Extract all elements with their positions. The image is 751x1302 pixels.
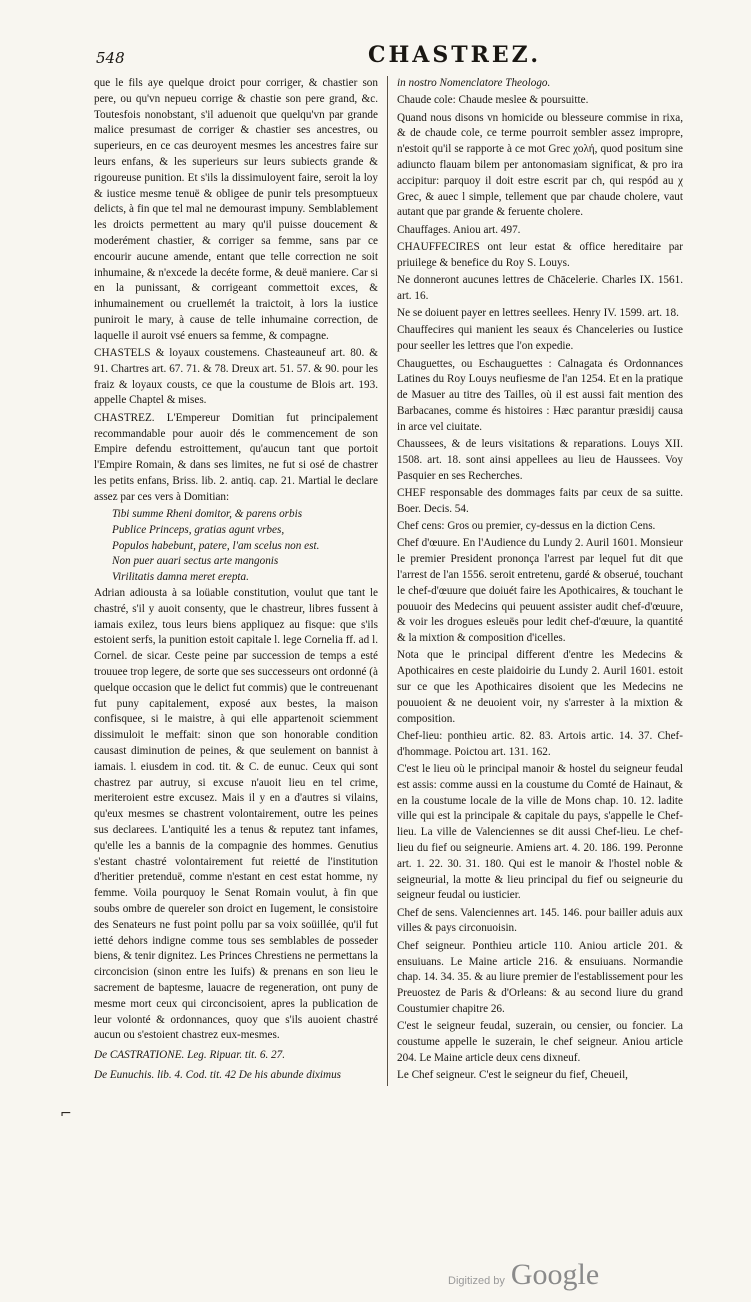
- paragraph: que le fils aye quelque droict pour corriger, & chastier son pere, ou qu'vn nepueu corrige & chastie son pere grand, &c. Toutesfois nonobstant, s'il aduenoit que quelqu'vn par grande malice presumast de corriger & chastier ses ancestres, ou superieurs, en ce cas deuroyent mesmes les ancestres faire sur leurs enfans, & les superieurs sur leurs subiects grande & rigoureuse punition. Et s'ils la dissimuloyent faire, seroit la loy & iustice mesme tenuë & obligee de punir tels presomptueux delicts, à fin que tel mal ne demourast impuny. Semblablement les droicts permettent au mary qu'il puisse doucement & moderément chastier, & corriger sa femme, sans par ce encourir aucune amende, entant que telle correction ne soit inhumaine, & n'excede la decéte forme, & deuë maniere. Car si en la punissant, & corrigeant commettoit exces, & inhumainement ou cruellemét la traictoit, à lors la iustice puniroit le mary, à cause de telle inhumaine correction, de laquelle il auroit vsé enuers sa femme, & compagne.: [94, 77, 378, 342]
- verse-line: Virilitatis damna meret erepta.: [112, 571, 249, 584]
- paragraph: Chef-lieu: ponthieu artic. 82. 83. Artois artic. 14. 37. Chef-d'hommage. Poictou art. 131. 162.: [397, 729, 683, 758]
- running-title: CHASTREZ.: [368, 42, 542, 68]
- left-column: [94, 76, 378, 1085]
- paragraph: Le Chef seigneur. C'est le seigneur du fief, Cheueil,: [397, 1069, 628, 1082]
- watermark-prefix: Digitized by: [448, 1275, 505, 1287]
- paragraph: CHASTELS & loyaux coustemens. Chasteauneuf art. 80. & 91. Chartres art. 67. 71. & 78. Dreux art. 51. 57. & 90. pour les fraiz & loyaux cousts, ce que la coustume de Blois art. 193. appelle Chaptel & mises.: [94, 347, 378, 407]
- verse-line: Non puer auari sectus arte mangonis: [112, 555, 279, 568]
- verse-line: Publice Princeps, gratias agunt vrbes,: [112, 523, 285, 536]
- paragraph: Chef cens: Gros ou premier, cy-dessus en la diction Cens.: [397, 520, 656, 533]
- paragraph: Adrian adiousta à sa loüable constitution, voulut que tant le chastré, s'il y auoit consenty, que le chastreur, libres fussent à iamais exilez, tous leurs biens appliquez au fisque: que s'ils estoient serfs, la punition estoit capitale l. lege Cornelia ff. ad l. Cornel. de sicar. Ceste peine par succession de temps a esté trouuee trop legere, de sorte que ses successeurs ont ordonné (à quelque occasion que le delict fut commis) que le contreuenant fut puny capitalement, exposé aux bestes, la maison confisquee, si le maistre, à qui elle appartenoit sciemment dissimuloit le meffait: sinon que son honorable condition causast diminution de peines, & que seulement on bannist à iamais. l. eiusdem in cod. tit. & C. de eunuc. Ceux qui sont chastrez par autruy, si excuse n'auoit lieu en tel crime, meriteroient estre excusez. Mais il y en a d'autres si vilains, qu'eux mesmes se chastrent volontairement, outre les peines sus declarees. L'antiquité les a tenus & reputez tant infames, qu'elle les a bannis de la compagnie des hommes. Genutius s'estant chastré volontairement fut reietté de l'institution d'heritier pretenduë, comme n'estant en cest estat homme, ny femme. Voila pourquoy le Senat Romain voulut, à fin que soubs ombre de quereler son droict en Iugement, le consistoire des Senateurs ne fust point pollu par sa voix soüillée, qu'il fut ietté dehors indigne comme tous ses semblables de posseder biens, & tenir dignitez. Les Princes Chrestiens ne permettans la circoncision (sinon entre les Iuifs) & prenans en son lieu le sacrement de baptesme, lauacre de regeneration, ont puny de mesme mort ceux qui circoncisoient, apres la publication de leur volonté & ordonnances, quoy que s'ils auoient chastré aucun ou s'estoient chastrez eux-mesmes.: [94, 587, 378, 1042]
- paragraph: Ne donneront aucunes lettres de Chācelerie. Charles IX. 1561. art. 16.: [397, 274, 683, 302]
- paragraph: Quand nous disons vn homicide ou blesseure commise in rixa, & de chaude cole, ce terme pourroit sembler assez impropre, n'estoit qu'il se rapporte à ce mot Grec χολή, quod positum sine adiuncto flauam bilem per antonomasiam significat, & pro ira accipitur: parquoy il doit estre escrit par ch, qui respód au χ Grec, & auec l simple, tellement que par chaude cholere, vaut autant que par grande & feruente cholere.: [397, 111, 683, 219]
- column-divider: [387, 76, 388, 1086]
- paragraph: Chauffecires qui manient les seaux és Chanceleries ou Iustice pour seeller les lettres que l'on expedie.: [397, 324, 683, 353]
- paragraph: in nostro Nomenclatore Theologo.: [397, 77, 551, 89]
- paragraph: Chef de sens. Valenciennes art. 145. 146. pour bailler aduis aux villes & pays circonuoisin.: [397, 906, 683, 935]
- paragraph: CHEF responsable des dommages faits par ceux de sa suitte. Boer. Decis. 54.: [397, 486, 683, 515]
- citation-note: De CASTRATIONE. Leg. Ripuar. tit. 6. 27.: [94, 1049, 286, 1062]
- paragraph: Ne se doiuent payer en lettres seellees. Henry IV. 1599. art. 18.: [397, 307, 679, 320]
- digitized-watermark: [448, 1258, 599, 1292]
- google-logo: Google: [510, 1258, 600, 1291]
- paragraph: Nota que le principal different d'entre les Medecins & Apothicaires en ceste plaidoirie du Lundy 2. Auril 1601. estoit sur ce que les Apothicaires disoient que les Medecins ne pouuoient & ne deuoient voir, ny s'arrester à la mixtion & composition.: [397, 649, 683, 725]
- page-number: 548: [96, 49, 125, 67]
- verse-line: Tibi summe Rheni domitor, & parens orbis: [112, 508, 303, 521]
- paragraph: Chauffages. Aniou art. 497.: [397, 223, 521, 236]
- paragraph: Chaude cole: Chaude meslee & poursuitte.: [397, 94, 589, 107]
- paragraph: Chauguettes, ou Eschauguettes : Calnagata és Ordonnances Latines du Roy Louys neufiesme de l'an 1254. Et en la pratique de Masuer au titre des Tailles, où il est aussi fait mention des Barbacanes, comme és histoires : Hæc parantur præsidij causa in arce vel ciuitate.: [397, 357, 683, 433]
- verse-line: Populos habebunt, patere, l'am scelus non est.: [112, 539, 320, 552]
- paragraph: CHASTREZ. L'Empereur Domitian fut principalement recommandable pour auoir dés le commencement de son Empire defendu estroittement, qu'aucun tant que portoit l'Empire Romain, & dans ses limites, ne fut si osé de chastrer les petits enfans, Briss. lib. 2. antiq. cap. 21. Martial le declare assez par ces vers à Domitian:: [94, 411, 378, 503]
- paragraph: CHAUFFECIRES ont leur estat & office hereditaire par priuilege & benefice du Roy S. Louys.: [397, 240, 683, 269]
- paragraph: Chaussees, & de leurs visitations & reparations. Louys XII. 1508. art. 18. sont ainsi appellees au lieu de Haussees. Voy Pasquier en ses Recherches.: [397, 438, 683, 482]
- margin-mark: ⌐: [60, 1106, 72, 1122]
- paragraph: Chef seigneur. Ponthieu article 110. Aniou article 201. & ensuiuans. Le Maine article 216. & ensuiuans. Normandie chap. 14. 34. 35. & au liure premier de l'establissement pour les Preuostez de Paris & d'Orleans: & au second liure du grand Coustumier chapitre 26.: [397, 939, 683, 1015]
- right-column: [397, 76, 683, 1085]
- paragraph: C'est le seigneur feudal, suzerain, ou censier, ou foncier. La coustume appelle le suzerain, le chef seigneur. Aniou article 204. Le Maine article deux cens dixneuf.: [397, 1020, 683, 1064]
- citation-note: De Eunuchis. lib. 4. Cod. tit. 42 De his abunde diximus: [94, 1068, 342, 1081]
- paragraph: C'est le lieu où le principal manoir & hostel du seigneur feudal est assis: comme aussi en la coustume du Comté de Hainaut, & en la coustume locale de la ville de Mons chap. 10. 12. ladite ville qui est la principale & capitale du pays, s'appelle le Chef-lieu. La ville de Valenciennes se dit aussi Chef-lieu. Le chef-lieu du fief ou seigneurie. Amiens art. 4. 20. 186. 199. Peronne art. 1. 22. 30. 31. 180. Qui est le manoir & l'hostel noble & seigneurial, la motte & lieu principal du fief ou seigneurie du seigneur feudal ou iusticier.: [397, 762, 683, 902]
- paragraph: Chef d'œuure. En l'Audience du Lundy 2. Auril 1601. Monsieur le premier President prononça l'arrest par lequel fut dit que l'arrest de l'an 1556. seroit entretenu, gardé & obserué, touchant le chef-d'œuure que doiuét faire les Apothicaires, & touchant le pouuoir des Medecins qui peuuent assister audit chef-d'œuure, & voir les drogues esleuës pour ledit chef-d'œuure, la quantité & la mixtion & composition d'icelles.: [397, 537, 683, 645]
